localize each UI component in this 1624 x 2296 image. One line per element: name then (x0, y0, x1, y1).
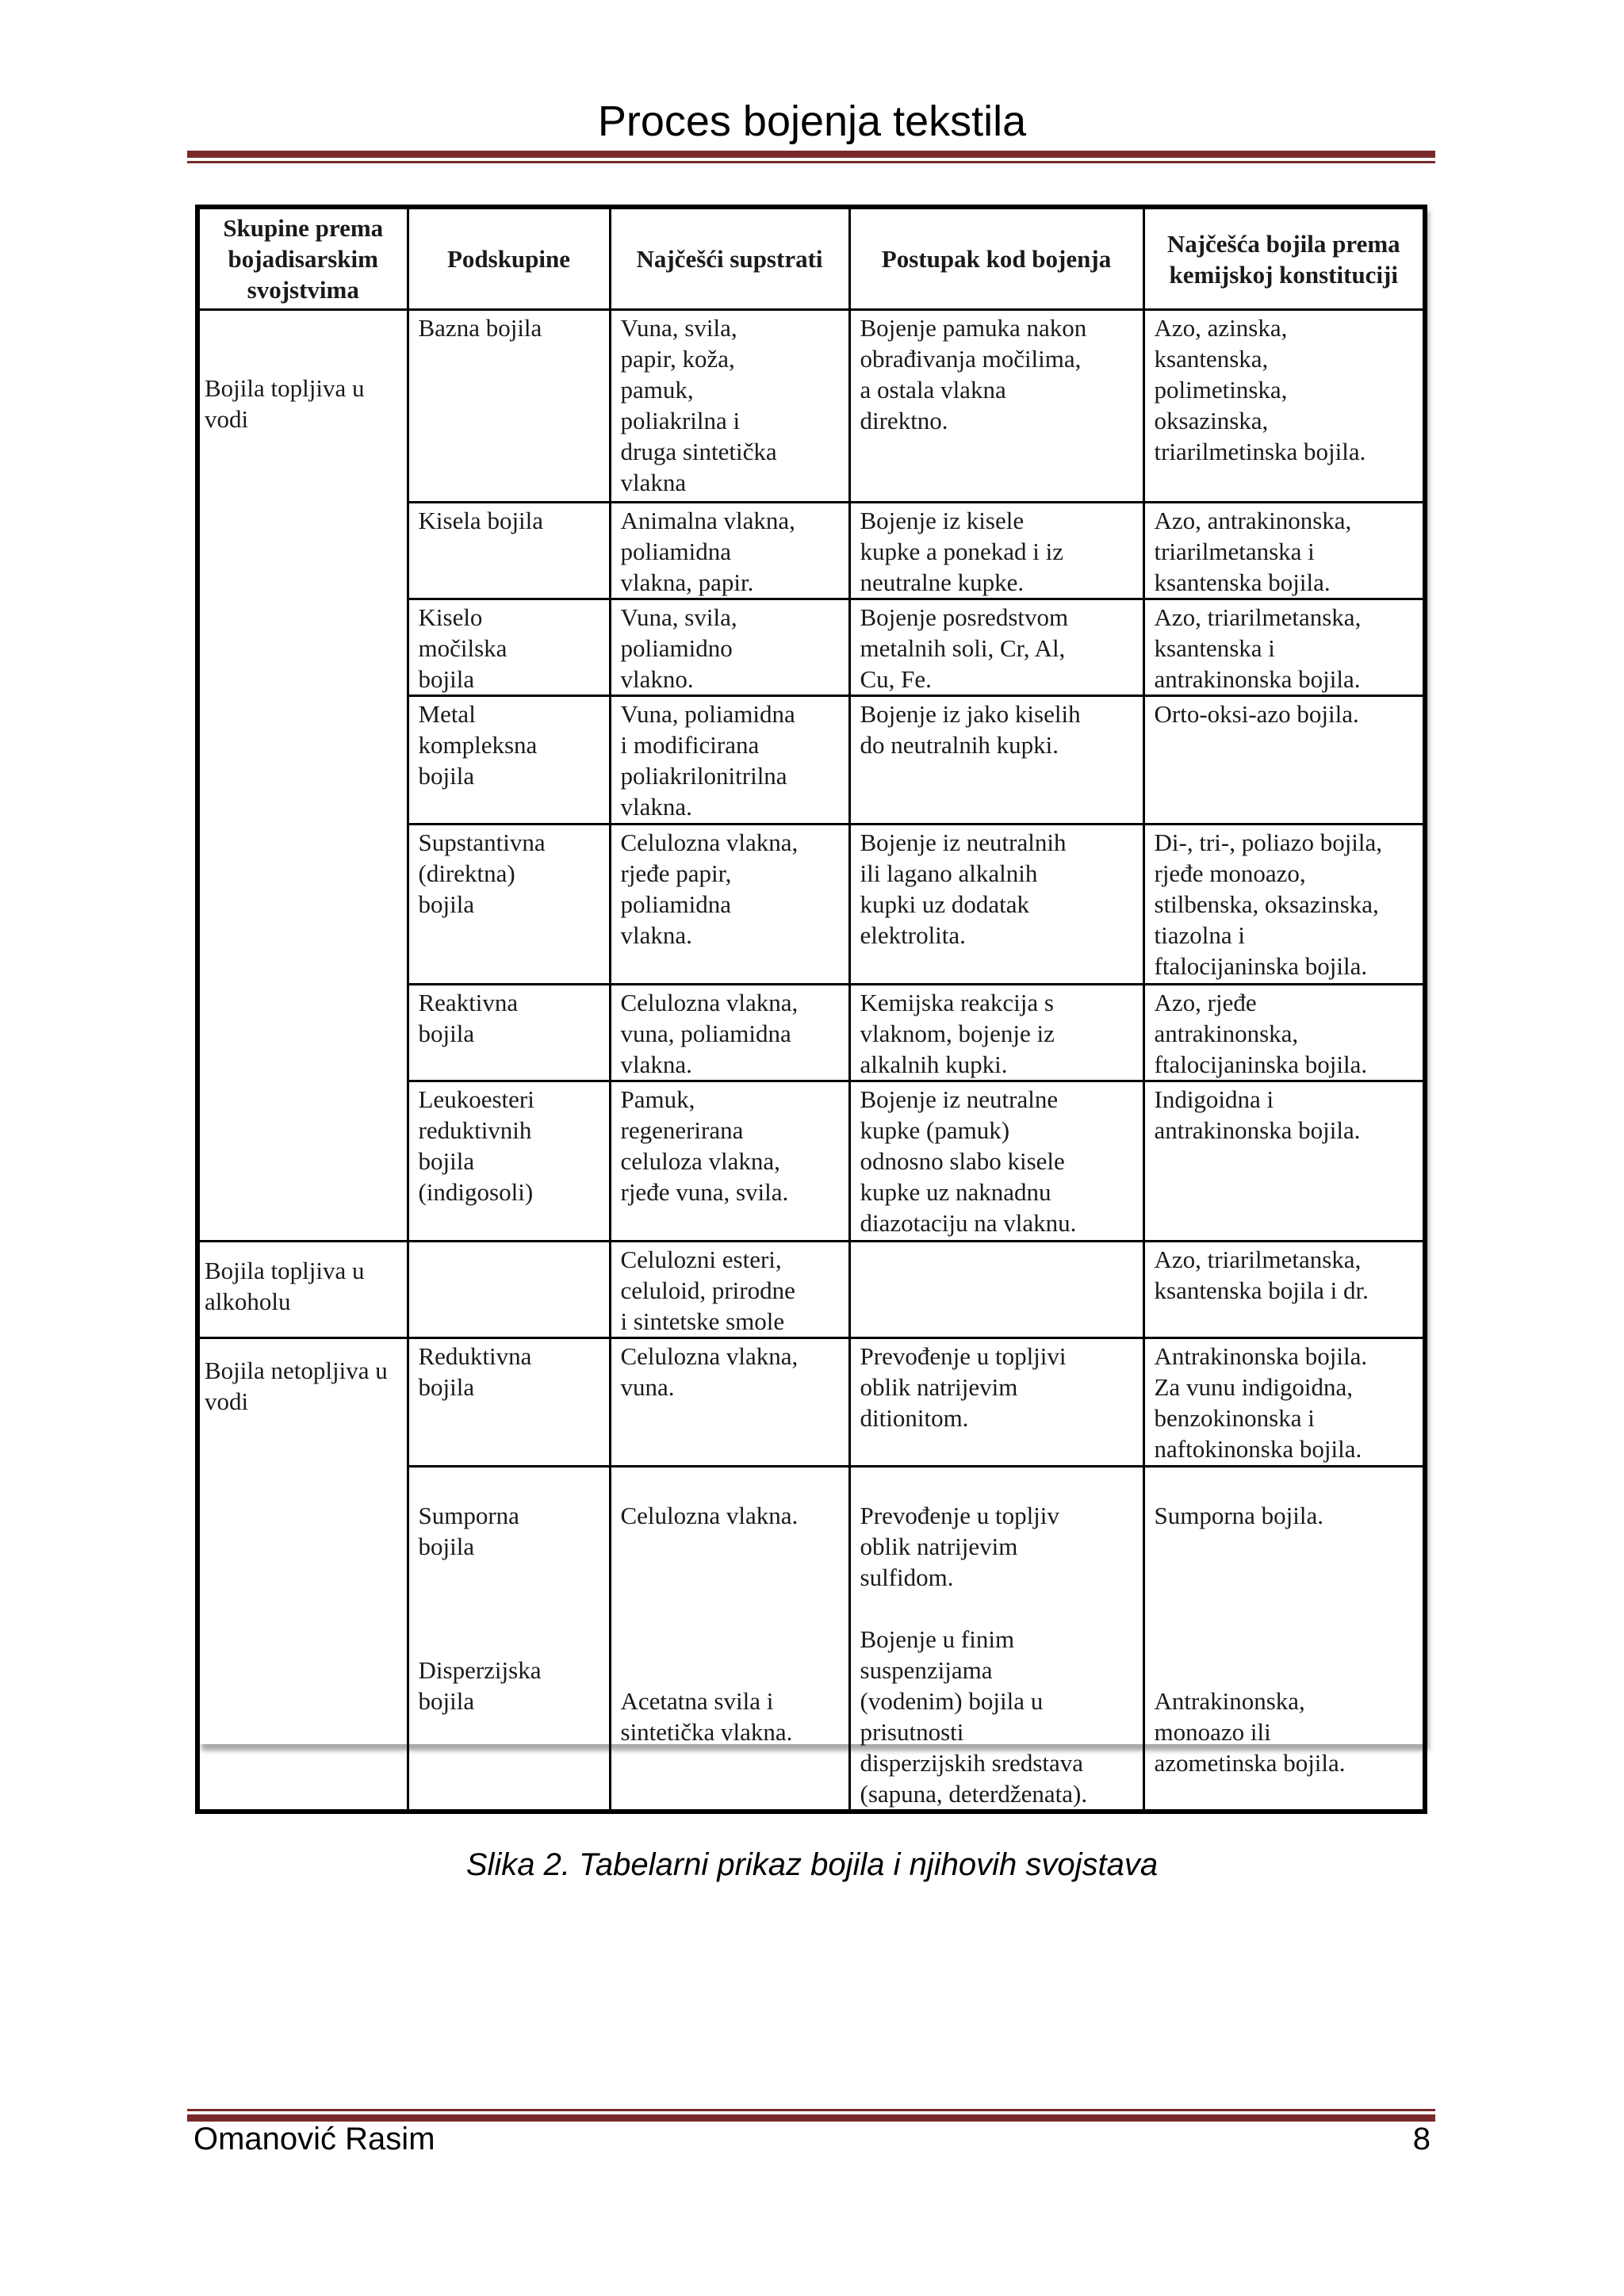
page-header-title: Proces bojenja tekstila (597, 98, 1027, 145)
column-header: Podskupine (408, 207, 610, 310)
dyes-cell: Azo, triarilmetanska, ksantenska i antrakinonska bojila. (1143, 599, 1425, 696)
table-row (197, 1242, 1425, 1338)
dyes-cell: Di-, tri-, poliazo bojila, rjeđe monoazo, stilbenska, oksazinska, tiazolna i ftalocijaninska bojila. (1143, 825, 1425, 985)
column-header: Postupak kod bojenja (849, 207, 1143, 310)
subgroup-cell: Metal kompleksna bojila (408, 696, 610, 825)
subgroup-cell: Reduktivna bojila (408, 1338, 610, 1467)
substrates-cell (610, 1467, 849, 1812)
substrates-cell: Pamuk, regenerirana celuloza vlakna, rjeđe vuna, svila. (610, 1081, 849, 1242)
process-cell: Bojenje iz neutralne kupke (pamuk) odnosno slabo kisele kupke uz naknadnu diazotaciju na vlaknu. (849, 1081, 1143, 1242)
column-header: Najčešći supstrati (610, 207, 849, 310)
substrates-cell: Animalna vlakna, poliamidna vlakna, papir. (610, 503, 849, 599)
dyes-cell: Antrakinonska bojila. Za vunu indigoidna, benzokinonska i naftokinonska bojila. (1143, 1338, 1425, 1467)
dye-table (195, 205, 1427, 1814)
dyes-disperse: Antrakinonska, monoazo ili azometinska bojila. (1154, 1687, 1346, 1777)
dyes-cell (1143, 1467, 1425, 1812)
subgroup-cell: Bazna bojila (408, 310, 610, 503)
subgroup-cell: Kiselo močilska bojila (408, 599, 610, 696)
substrates-cell: Vuna, svila, papir, koža, pamuk, poliakrilna i druga sintetička vlakna (610, 310, 849, 503)
footer-author: Omanović Rasim (193, 2122, 435, 2156)
footer-rule (187, 2109, 1435, 2122)
process-cell: Bojenje pamuka nakon obrađivanja močilima, a ostala vlakna direktno. (849, 310, 1143, 503)
substrates-sulfur: Celulozna vlakna. (620, 1502, 799, 1529)
subgroup-cell: Leukoesteri reduktivnih bojila (indigosoli) (408, 1081, 610, 1242)
subgroup-cell: Reaktivna bojila (408, 985, 610, 1081)
table-row (197, 1338, 1425, 1467)
column-header: Skupine prema bojadisarskim svojstvima (197, 207, 408, 310)
dyes-cell: Azo, azinska, ksantenska, polimetinska, oksazinska, triarilmetinska bojila. (1143, 310, 1425, 503)
dyes-cell: Azo, rjeđe antrakinonska, ftalocijaninska bojila. (1143, 985, 1425, 1081)
substrates-cell: Celulozni esteri, celuloid, prirodne i sintetske smole (610, 1242, 849, 1338)
column-header: Najčešća bojila prema kemijskoj konstituciji (1143, 207, 1425, 310)
group-cell: Bojila netopljiva u vodi (197, 1338, 408, 1812)
subgroup-sulfur: Sumporna bojila (418, 1502, 519, 1560)
dyes-cell: Orto-oksi-azo bojila. (1143, 696, 1425, 825)
group-cell: Bojila topljiva u alkoholu (197, 1242, 408, 1338)
process-cell: Bojenje iz jako kiselih do neutralnih kupki. (849, 696, 1143, 825)
process-cell: Kemijska reakcija s vlaknom, bojenje iz alkalnih kupki. (849, 985, 1143, 1081)
dyes-sulfur: Sumporna bojila. (1154, 1502, 1324, 1529)
process-cell (849, 1242, 1143, 1338)
group-cell: Bojila topljiva u vodi (197, 310, 408, 1242)
process-cell: Prevođenje u topljivi oblik natrijevim ditionitom. (849, 1338, 1143, 1467)
dyes-cell: Azo, triarilmetanska, ksantenska bojila i dr. (1143, 1242, 1425, 1338)
substrates-cell: Vuna, svila, poliamidno vlakno. (610, 599, 849, 696)
figure-caption: Slika 2. Tabelarni prikaz bojila i njihovih svojstava (465, 1847, 1159, 1882)
header-rule (187, 151, 1435, 163)
process-cell: Bojenje iz neutralnih ili lagano alkalnih kupki uz dodatak elektrolita. (849, 825, 1143, 985)
subgroup-cell (408, 1242, 610, 1338)
subgroup-cell: Supstantivna (direktna) bojila (408, 825, 610, 985)
process-disperse: Bojenje u finim suspenzijama (vodenim) bojila u prisutnosti disperzijskih sredstava (sapuna, deterdženata). (860, 1625, 1088, 1808)
substrates-cell: Celulozna vlakna, rjeđe papir, poliamidna vlakna. (610, 825, 849, 985)
table-header-row (197, 207, 1425, 310)
substrates-cell: Celulozna vlakna, vuna, poliamidna vlakna. (610, 985, 849, 1081)
substrates-cell: Celulozna vlakna, vuna. (610, 1338, 849, 1467)
subgroup-cell (408, 1467, 610, 1812)
process-sulfur: Prevođenje u topljiv oblik natrijevim sulfidom. (860, 1502, 1059, 1591)
dyes-cell: Indigoidna i antrakinonska bojila. (1143, 1081, 1425, 1242)
subgroup-cell: Kisela bojila (408, 503, 610, 599)
table-row (197, 310, 1425, 503)
substrates-cell: Vuna, poliamidna i modificirana poliakrilonitrilna vlakna. (610, 696, 849, 825)
process-cell: Bojenje iz kisele kupke a ponekad i iz neutralne kupke. (849, 503, 1143, 599)
subgroup-disperse: Disperzijska bojila (418, 1656, 542, 1715)
footer-page-number: 8 (1412, 2122, 1431, 2156)
dye-table-figure (195, 205, 1423, 1808)
process-cell: Bojenje posredstvom metalnih soli, Cr, Al, Cu, Fe. (849, 599, 1143, 696)
dyes-cell: Azo, antrakinonska, triarilmetanska i ksantenska bojila. (1143, 503, 1425, 599)
substrates-disperse: Acetatna svila i sintetička vlakna. (620, 1687, 793, 1746)
process-cell (849, 1467, 1143, 1812)
